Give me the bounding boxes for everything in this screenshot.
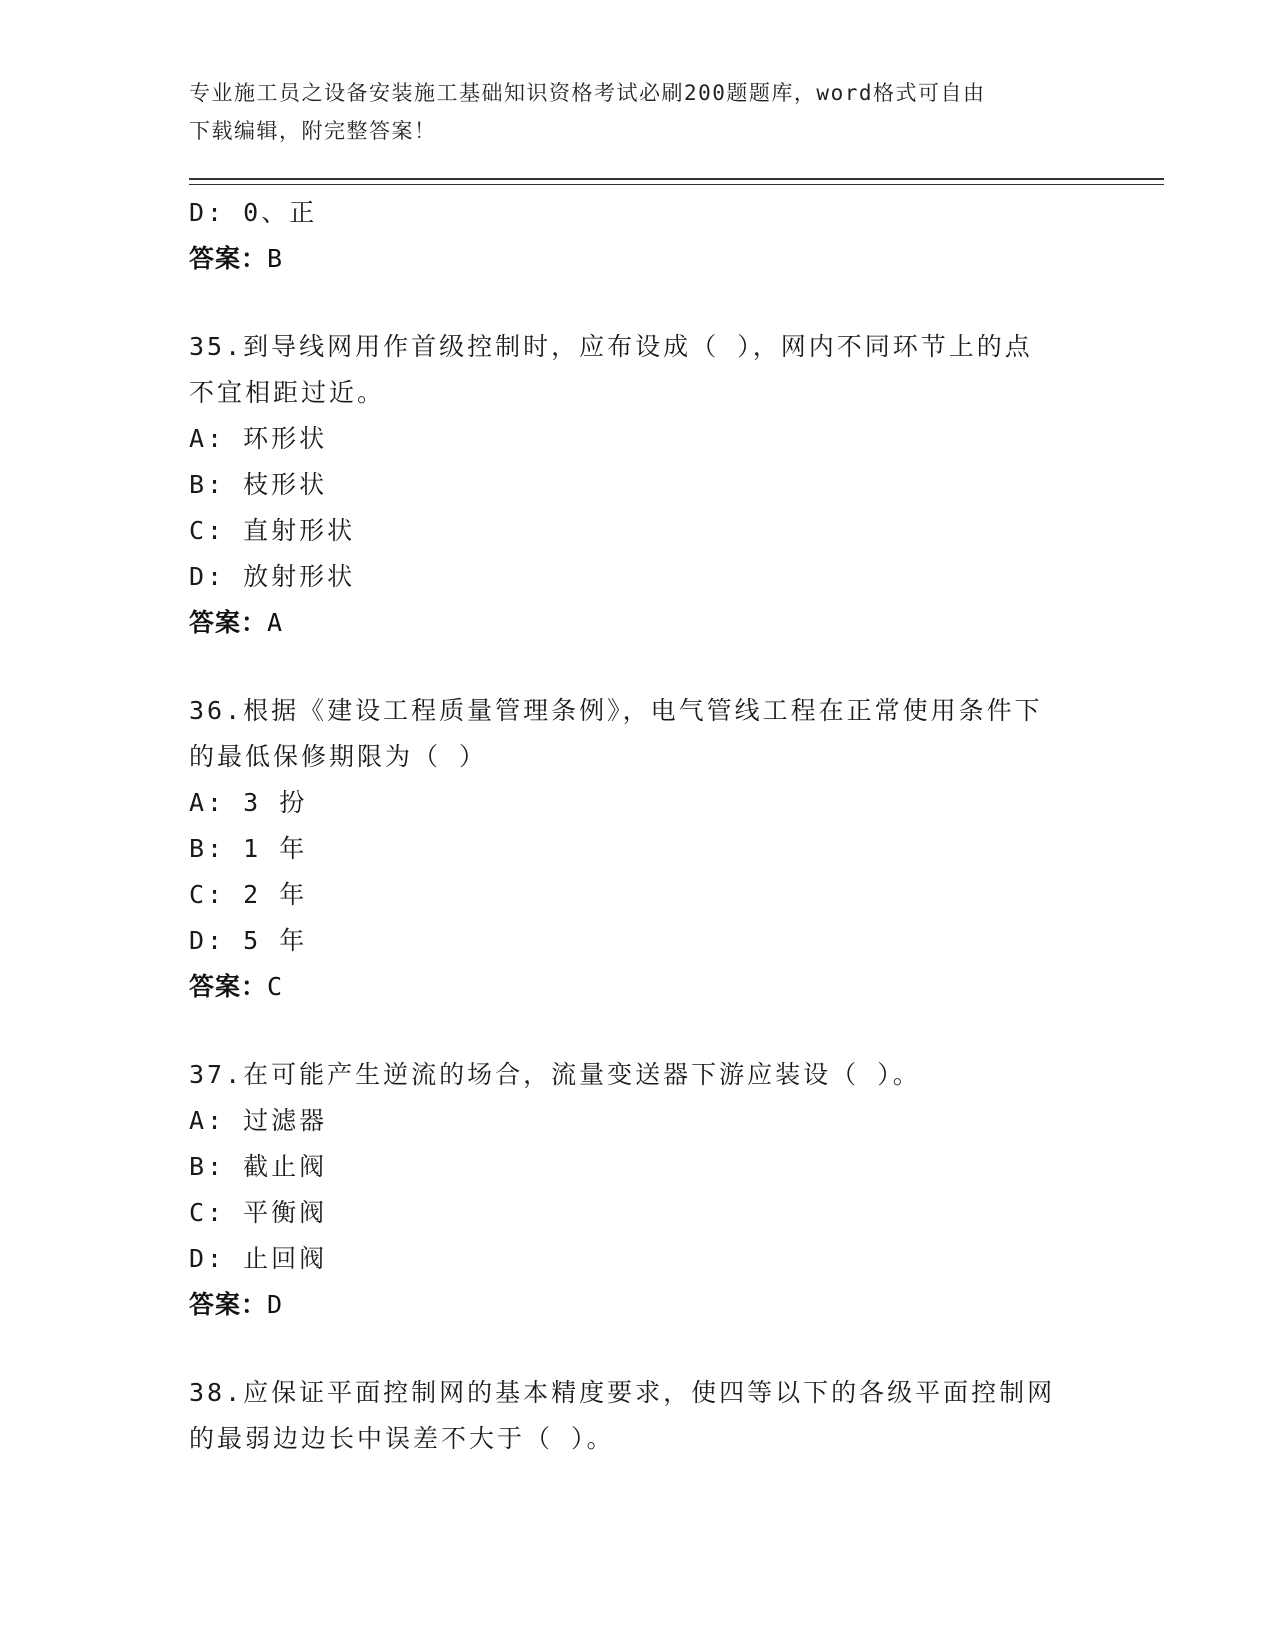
previous-question-tail <box>189 190 1089 282</box>
question-38 <box>189 1370 1089 1462</box>
question-stem-line: 35.到导线网用作首级控制时，应布设成（ ），网内不同环节上的点 <box>189 332 1033 361</box>
option-b: B: 截止阀 <box>189 1152 328 1181</box>
header-divider-thick <box>189 178 1164 180</box>
answer-label: 答案： <box>189 608 268 637</box>
option-c: C: 平衡阀 <box>189 1198 328 1227</box>
answer-value: C <box>267 972 284 1001</box>
document-header <box>189 74 1079 150</box>
option-b: B: 枝形状 <box>189 470 328 499</box>
answer-label: 答案： <box>189 972 268 1001</box>
question-37 <box>189 1052 1089 1328</box>
question-stem-line: 的最低保修期限为（ ） <box>189 742 488 771</box>
option-c: C: 直射形状 <box>189 516 356 545</box>
option-a: A: 环形状 <box>189 424 328 453</box>
option-d: D: 放射形状 <box>189 562 356 591</box>
question-stem-line: 不宜相距过近。 <box>189 378 386 407</box>
question-stem-line: 36.根据《建设工程质量管理条例》，电气管线工程在正常使用条件下 <box>189 696 1043 725</box>
question-stem-line: 的最弱边边长中误差不大于（ ）。 <box>189 1424 615 1453</box>
header-line-2: 下载编辑，附完整答案！ <box>189 119 437 143</box>
answer-label: 答案： <box>189 244 268 273</box>
option-c: C: 2 年 <box>189 880 308 909</box>
question-35 <box>189 324 1089 646</box>
question-content <box>189 190 1089 1462</box>
answer-line <box>189 964 1089 1010</box>
answer-label: 答案： <box>189 1290 268 1319</box>
question-36 <box>189 688 1089 1010</box>
option-d: D: 止回阀 <box>189 1244 328 1273</box>
option-a: A: 过滤器 <box>189 1106 328 1135</box>
header-divider-thin <box>189 184 1164 185</box>
option-b: B: 1 年 <box>189 834 308 863</box>
answer-value: B <box>267 244 284 273</box>
header-line-1: 专业施工员之设备安装施工基础知识资格考试必刷200题题库，word格式可自由 <box>189 81 986 105</box>
option-d: D: 0、正 <box>189 198 318 227</box>
answer-value: D <box>267 1290 284 1319</box>
option-d: D: 5 年 <box>189 926 308 955</box>
question-stem-line: 37.在可能产生逆流的场合，流量变送器下游应装设（ ）。 <box>189 1060 921 1089</box>
answer-line <box>189 236 1089 282</box>
answer-line <box>189 600 1089 646</box>
question-stem-line: 38.应保证平面控制网的基本精度要求，使四等以下的各级平面控制网 <box>189 1378 1056 1407</box>
option-a: A: 3 扮 <box>189 788 308 817</box>
answer-value: A <box>267 608 284 637</box>
answer-line <box>189 1282 1089 1328</box>
